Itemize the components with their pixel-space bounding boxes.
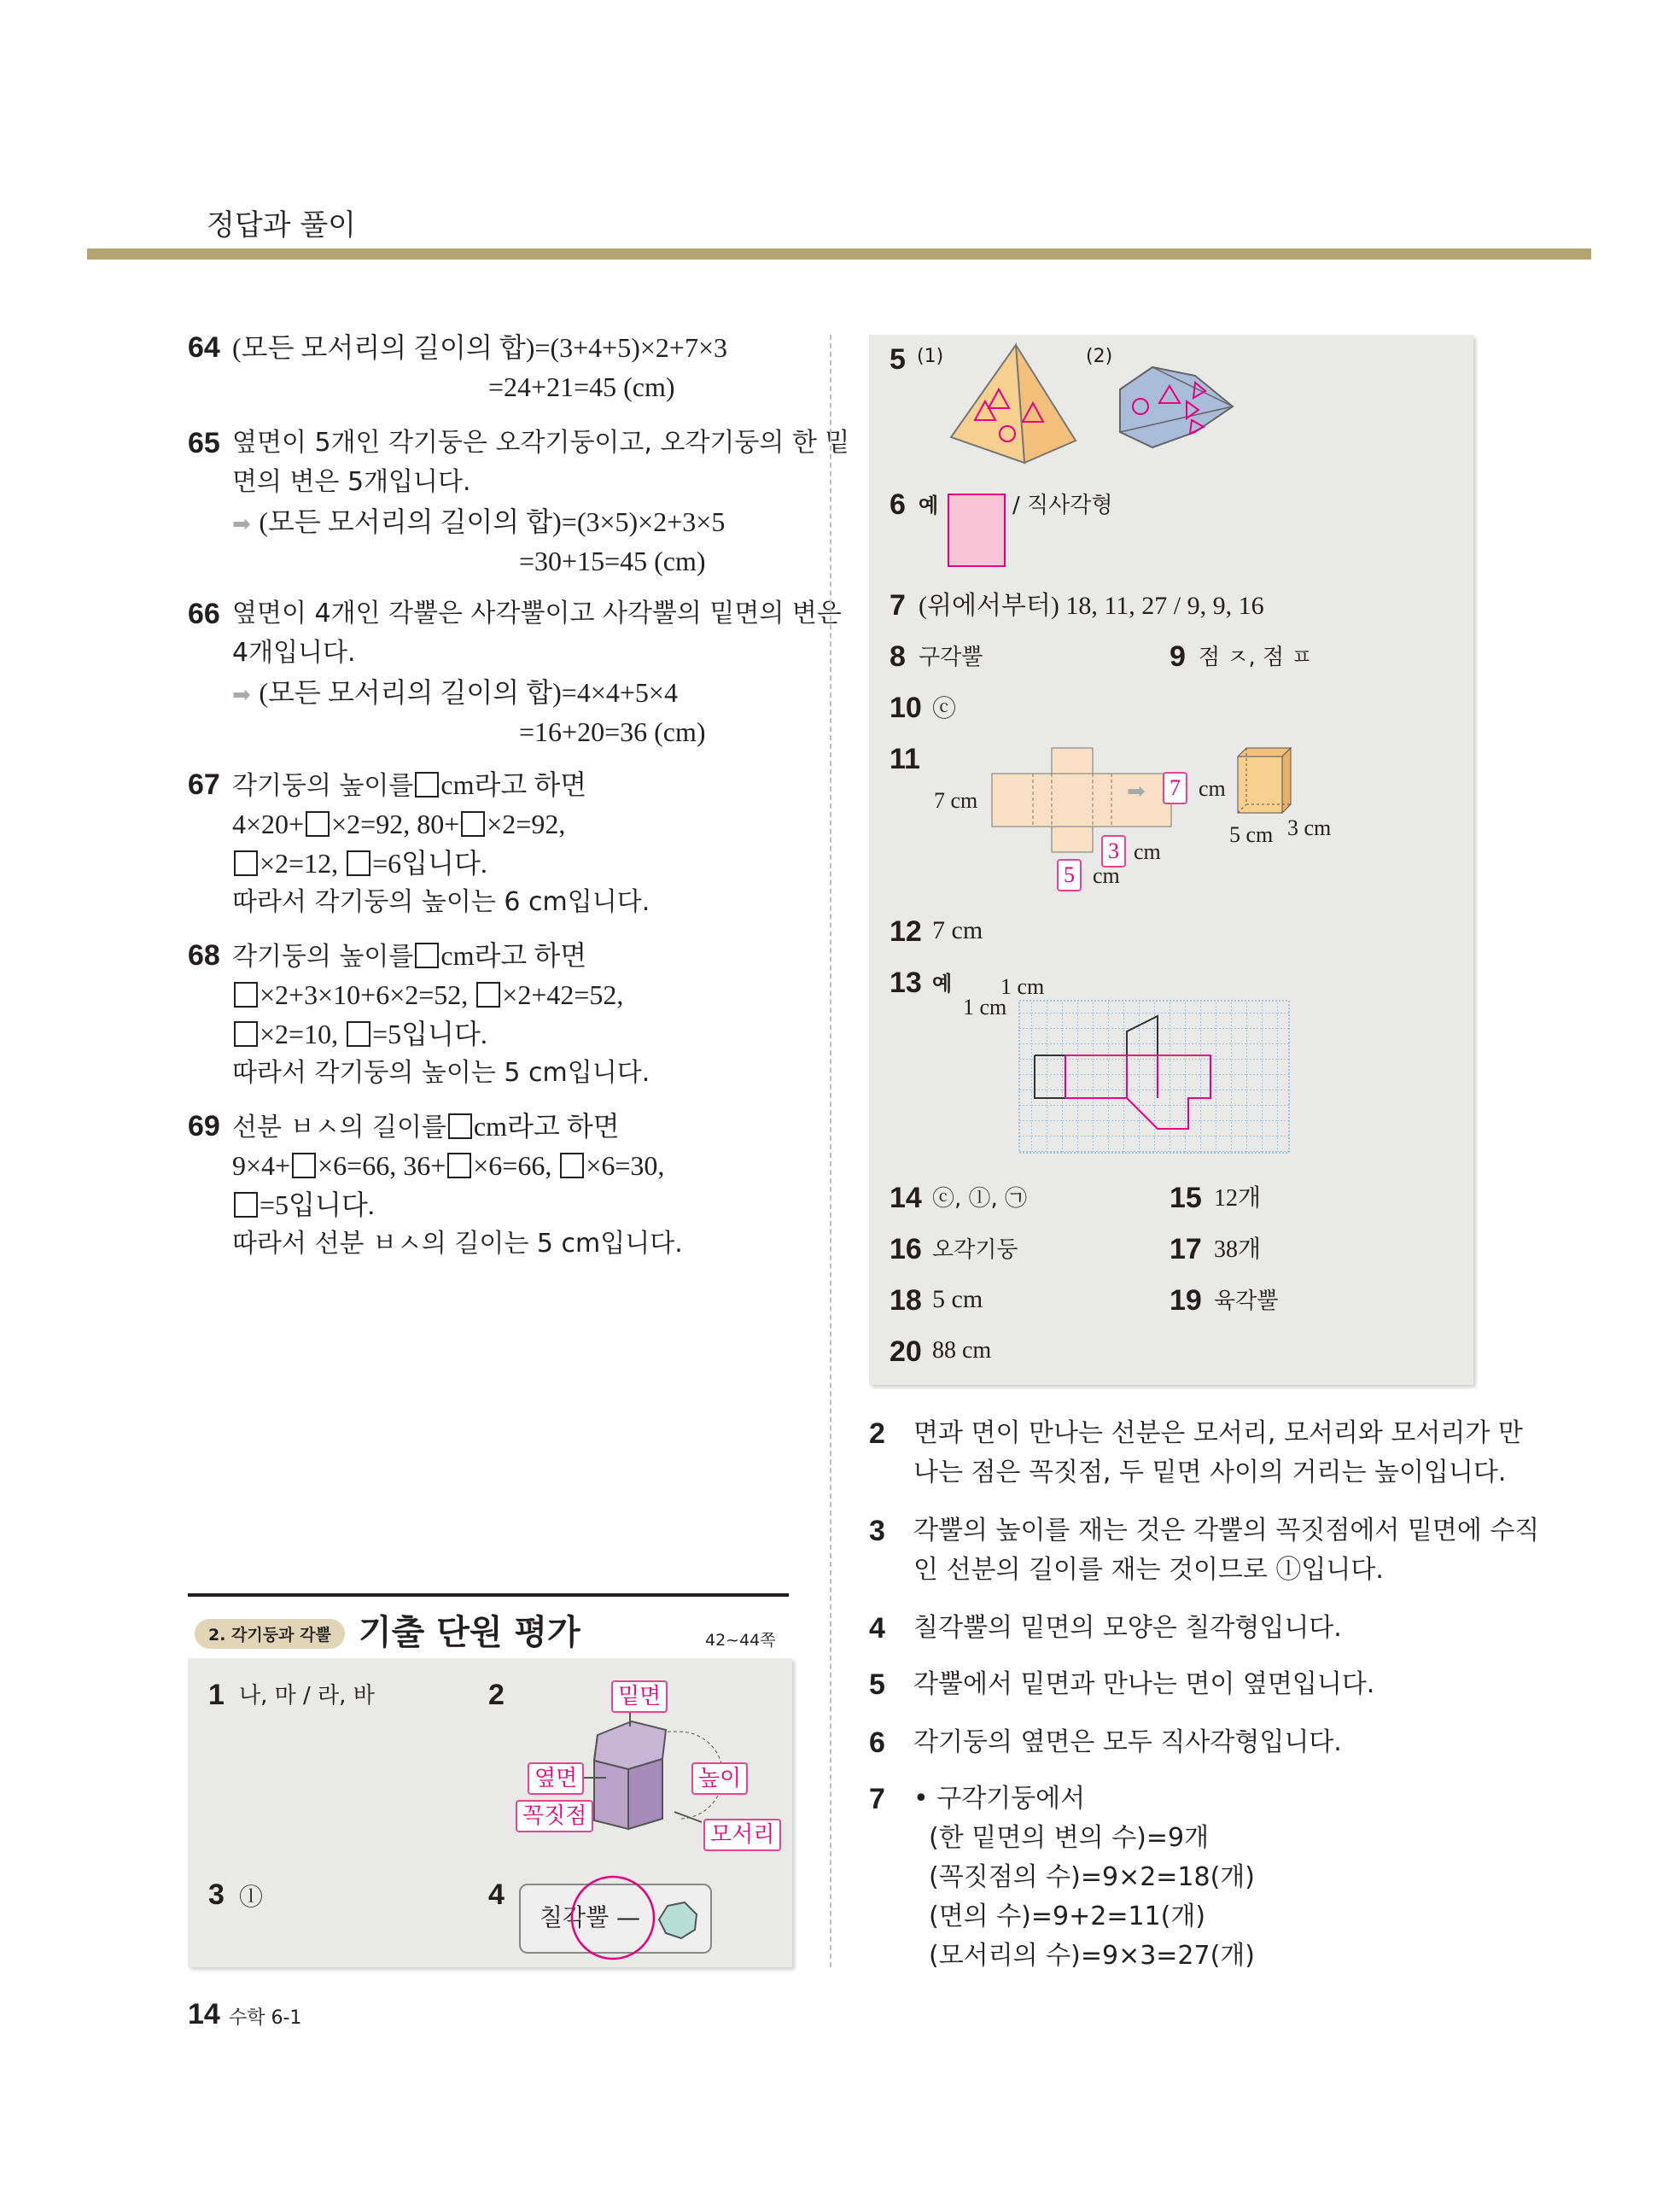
q11-answer-3: 3: [1101, 835, 1126, 868]
q6-answer: / 직사각형: [1012, 493, 1113, 518]
q13-number: 13: [890, 967, 922, 999]
problem-67-line2: 4×20+ ×2=92, 80+ ×2=92,: [232, 809, 566, 839]
label-base: 밑면: [611, 1680, 668, 1713]
problem-68-number: 68: [188, 939, 220, 972]
blank-box: [234, 982, 258, 1008]
header-rule: [87, 248, 1591, 260]
section-title: 기출 단원 평가: [359, 1613, 580, 1652]
q15-number: 15: [1170, 1182, 1202, 1214]
q8-number: 8: [890, 640, 906, 673]
problem-67-line3: ×2=12, =6입니다.: [232, 844, 487, 883]
sec-q3-answer: ⓛ: [239, 1883, 264, 1911]
q6-example-mark: 예: [919, 494, 939, 517]
blank-box: [347, 1021, 370, 1047]
q11-left-label: 7 cm: [934, 788, 978, 813]
q11-arrow: [1127, 774, 1146, 809]
explain-2-line2: 나는 점은 꼭짓점, 두 밑면 사이의 거리는 높이입니다.: [913, 1458, 1507, 1487]
problem-65-line4: =30+15=45 (cm): [519, 546, 706, 576]
explain-3-line2: 인 선분의 길이를 재는 것이므로 ⓛ입니다.: [913, 1555, 1384, 1585]
arrow-right-icon: ➡: [232, 682, 251, 708]
explain-7-line3: (꼭짓점의 수)=9×2=18(개): [929, 1862, 1255, 1892]
problem-65-line3: ➡ (모든 모서리의 길이의 합)=(3×5)×2+3×5: [232, 506, 726, 537]
blank-box: [448, 1113, 472, 1139]
q15-answer: 12개: [1214, 1185, 1262, 1212]
sec-q1-answer: 나, 마 / 라, 바: [239, 1683, 375, 1709]
explain-7-number: 7: [869, 1783, 885, 1815]
problem-68-line3: ×2=10, =5입니다.: [232, 1014, 487, 1054]
problem-65-line2: 면의 변은 5개입니다.: [232, 467, 471, 497]
q11-cm-1: cm: [1199, 776, 1226, 801]
blank-box: [292, 1153, 316, 1178]
arrow-right-icon: ➡: [1127, 779, 1146, 804]
problem-65-number: 65: [188, 427, 220, 459]
q5-number: 5: [890, 343, 906, 376]
heptagon-circle-mark: [563, 1872, 709, 1966]
blank-box: [234, 1192, 258, 1218]
q17-answer: 38개: [1214, 1236, 1262, 1263]
q13-label-2: 1 cm: [963, 995, 1007, 1020]
q17-number: 17: [1170, 1233, 1202, 1265]
blank-box: [234, 1021, 258, 1047]
q11-answer-7: 7: [1163, 772, 1187, 804]
explain-7-line4: (면의 수)=9+2=11(개): [929, 1902, 1206, 1931]
explain-2-line1: 면과 면이 만나는 선분은 모서리, 모서리와 모서리가 만: [913, 1418, 1523, 1448]
problem-67-line4: 따라서 각기둥의 높이는 6 cm입니다.: [232, 887, 650, 917]
label-edge: 모서리: [703, 1819, 781, 1851]
problem-67-line1: 각기둥의 높이를 cm라고 하면: [232, 769, 587, 801]
problem-66-line2: 4개입니다.: [232, 638, 356, 668]
q7-answer: (위에서부터) 18, 11, 27 / 9, 9, 16: [919, 592, 1264, 620]
problem-66-line4: =16+20=36 (cm): [519, 716, 706, 747]
q19-number: 19: [1170, 1284, 1202, 1317]
explain-3-line1: 각뿔의 높이를 재는 것은 각뿔의 꼭짓점에서 밑면에 수직: [913, 1516, 1540, 1545]
q13-label-1: 1 cm: [1000, 974, 1045, 999]
q12-answer: 7 cm: [932, 916, 983, 944]
q12-number: 12: [890, 915, 922, 948]
sec-q4-number: 4: [488, 1878, 505, 1911]
explain-5-line1: 각뿔에서 밑면과 만나는 면이 옆면입니다.: [913, 1669, 1375, 1699]
label-vertex: 꼭짓점: [516, 1800, 593, 1832]
problem-64-line1: (모든 모서리의 길이의 합)=(3+4+5)×2+7×3: [232, 332, 728, 363]
blank-box: [415, 943, 439, 968]
q6-rectangle: [948, 494, 1006, 567]
problem-66-line1: 옆면이 4개인 각뿔은 사각뿔이고 사각뿔의 밑면의 변은: [232, 599, 842, 628]
pyramid-diagrams: [939, 338, 1246, 475]
q14-answer: ⓒ, ⓛ, ㉠: [932, 1186, 1028, 1212]
explain-3-number: 3: [869, 1515, 885, 1547]
explain-6-line1: 각기둥의 옆면은 모두 직사각형입니다.: [913, 1727, 1342, 1757]
section-pages: 42~44쪽: [705, 1631, 776, 1650]
sec-q3-number: 3: [208, 1878, 225, 1911]
problem-64-line2: =24+21=45 (cm): [488, 371, 675, 402]
blank-box: [415, 772, 439, 798]
q18-number: 18: [890, 1284, 922, 1317]
footer-book-title: 수학 6-1: [229, 2007, 302, 2029]
label-height: 높이: [691, 1762, 748, 1795]
q16-answer: 오각기둥: [932, 1237, 1018, 1263]
sec-q1-number: 1: [208, 1679, 225, 1711]
explain-7-line2: (한 밑면의 변의 수)=9개: [929, 1823, 1210, 1853]
problem-67-number: 67: [188, 768, 220, 801]
q19-answer: 육각뿔: [1214, 1288, 1279, 1314]
q5-sub1: (1): [917, 346, 944, 367]
blank-box: [306, 811, 330, 837]
q11-dim-2: 3 cm: [1287, 815, 1332, 840]
blank-box: [447, 1153, 471, 1178]
problem-66-line3: ➡ (모든 모서리의 길이의 합)=4×4+5×4: [232, 677, 678, 708]
explain-4-number: 4: [869, 1612, 885, 1645]
explain-7-line5: (모서리의 수)=9×3=27(개): [929, 1941, 1255, 1971]
q7-number: 7: [890, 589, 906, 622]
q8-answer: 구각뿔: [919, 645, 983, 670]
section-tag: 2. 각기둥과 각뿔: [195, 1619, 345, 1649]
q9-number: 9: [1170, 640, 1186, 673]
blank-box: [347, 850, 370, 876]
label-side-face: 옆면: [528, 1762, 584, 1795]
problem-68-line2: ×2+3×10+6×2=52, ×2+42=52,: [232, 975, 623, 1014]
problem-69-line2: 9×4+ ×6=66, 36+ ×6=66, ×6=30,: [232, 1150, 665, 1181]
q6-number: 6: [890, 488, 906, 521]
explain-6-number: 6: [869, 1727, 885, 1759]
q13-example-mark: 예: [932, 972, 953, 996]
section-rule: [188, 1593, 789, 1597]
blank-box: [234, 850, 258, 876]
footer-page-number: 14: [188, 1998, 220, 2030]
problem-69-line1: 선분 ㅂㅅ의 길이를 cm라고 하면: [232, 1111, 620, 1142]
q11-cm-2: cm: [1134, 839, 1161, 864]
q10-answer: ⓒ: [932, 694, 957, 722]
q10-number: 10: [890, 692, 922, 724]
arrow-right-icon: ➡: [232, 511, 251, 537]
explain-4-line1: 칠각뿔의 밑면의 모양은 칠각형입니다.: [913, 1613, 1342, 1643]
blank-box: [560, 1153, 584, 1178]
q20-number: 20: [890, 1335, 922, 1368]
header-title: 정답과 풀이: [207, 208, 357, 242]
explain-5-number: 5: [869, 1668, 885, 1701]
q11-cm-3: cm: [1093, 863, 1120, 888]
problem-69-line3: =5입니다.: [232, 1185, 375, 1224]
problem-68-line4: 따라서 각기둥의 높이는 5 cm입니다.: [232, 1058, 650, 1088]
q9-answer: 점 ㅈ, 점 ㅍ: [1199, 645, 1313, 670]
sec-q2-number: 2: [488, 1679, 505, 1711]
q11-dim-1: 5 cm: [1229, 822, 1274, 847]
sec-q4-answer: 칠각뿔 —: [540, 1903, 641, 1931]
q16-number: 16: [890, 1233, 922, 1265]
problem-64-number: 64: [188, 331, 220, 364]
problem-69-line4: 따라서 선분 ㅂㅅ의 길이는 5 cm입니다.: [232, 1229, 683, 1259]
blank-box: [476, 982, 500, 1008]
problem-69-number: 69: [188, 1110, 220, 1142]
problem-68-line1: 각기둥의 높이를 cm라고 하면: [232, 940, 587, 972]
problem-65-line1: 옆면이 5개인 각기둥은 오각기둥이고, 오각기둥의 한 밑: [232, 428, 850, 458]
q5-sub2: (2): [1086, 346, 1113, 367]
q20-answer: 88 cm: [932, 1337, 992, 1364]
blank-box: [461, 811, 485, 837]
problem-66-number: 66: [188, 598, 220, 630]
q11-number: 11: [890, 743, 920, 775]
q11-answer-5: 5: [1057, 859, 1082, 891]
q14-number: 14: [890, 1182, 922, 1214]
column-divider: [830, 335, 831, 1967]
grid-net-diagram: [1016, 997, 1292, 1156]
q18-answer: 5 cm: [932, 1285, 983, 1313]
explain-7-line1: • 구각기둥에서: [913, 1784, 1086, 1814]
explain-2-number: 2: [869, 1417, 885, 1450]
